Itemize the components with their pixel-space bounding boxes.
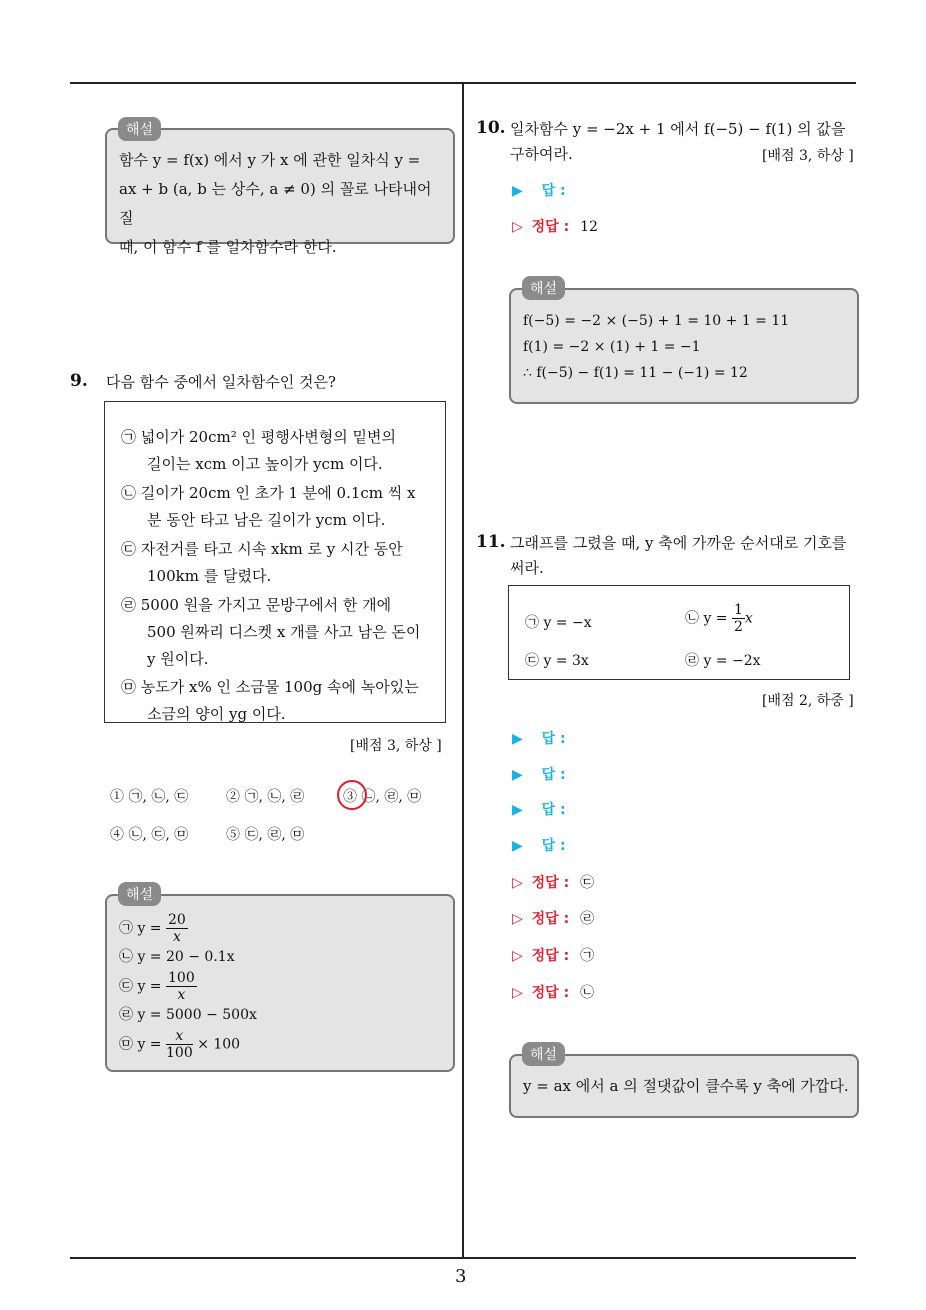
- answer-row-q11-4[interactable]: ▶ 답 :: [512, 838, 566, 854]
- play-triangle-icon: ▶: [512, 802, 523, 818]
- outline-triangle-icon: ▷: [512, 911, 523, 927]
- question-10-score: [배점 3, 하상 ]: [762, 148, 854, 164]
- condition-item-4: ㉣ 5000 원을 가지고 문방구에서 한 개에 500 원짜리 디스켓 x 개를 사고 남은 돈이 y 원이다.: [121, 596, 421, 668]
- question-10-line1: 일차함수 y = −2x + 1 에서 f(−5) − f(1) 의 값을: [510, 120, 846, 138]
- function-c: ㉢ y = 3x: [525, 653, 589, 669]
- correct-answer-q11-1: ▷ 정답 : ㉢: [512, 875, 595, 891]
- correct-answer-q11-2: ▷ 정답 : ㉣: [512, 911, 595, 927]
- answer-row-q10[interactable]: ▶ 답 :: [512, 183, 566, 199]
- answer-row-q11-2[interactable]: ▶ 답 :: [512, 767, 566, 783]
- play-triangle-icon: ▶: [512, 767, 523, 783]
- correct-answer-q11-4: ▷ 정답 : ㉡: [512, 985, 595, 1001]
- question-9-conditions-box: [104, 401, 446, 723]
- choice-1[interactable]: ① ㉠, ㉡, ㉢: [110, 789, 189, 805]
- outline-triangle-icon: ▷: [512, 219, 523, 235]
- question-11-line2: 써라.: [510, 559, 544, 577]
- question-11-functions-box: [508, 585, 850, 680]
- question-number-9: 9.: [70, 371, 88, 391]
- play-triangle-icon: ▶: [512, 838, 523, 854]
- question-10-line2: 구하여라.: [510, 145, 573, 163]
- explanation-formulas: ㉠ y = $\frac{20}{x}$ ㉡ y = 20 − 0.1x ㉢ y = $\frac{100}{x}$ ㉣ y = 5000 − 500x ㉤ y = $\frac{x}{100}$ × 100: [119, 912, 257, 1061]
- correct-answer-q11-3: ▷ 정답 : ㉠: [512, 948, 595, 964]
- explanation-text: 함수 y = f(x) 에서 y 가 x 에 관한 일차식 y = ax + b (a, b 는 상수, a ≠ 0) 의 꼴로 나타내어질 때, 이 함수 f 를 일차함수라 한다.: [119, 151, 432, 256]
- question-number-10: 10.: [476, 118, 506, 138]
- explanation-tag: 해설: [522, 1042, 565, 1066]
- question-number-11: 11.: [476, 532, 506, 552]
- function-d: ㉣ y = −2x: [685, 653, 761, 669]
- condition-item-5: ㉤ 농도가 x% 인 소금물 100g 속에 녹아있는 소금의 양이 yg 이다.: [121, 678, 419, 723]
- choice-5[interactable]: ⑤ ㉢, ㉣, ㉤: [226, 827, 305, 843]
- explanation-formulas: f(−5) = −2 × (−5) + 1 = 10 + 1 = 11 f(1) = −2 × (1) + 1 = −1 ∴ f(−5) − f(1) = 11 − (−1) = 12: [523, 313, 790, 381]
- choice-4[interactable]: ④ ㉡, ㉢, ㉤: [110, 827, 189, 843]
- correct-answer-q10: ▷ 정답 : 12: [512, 219, 598, 235]
- function-a: ㉠ y = −x: [525, 615, 592, 631]
- outline-triangle-icon: ▷: [512, 985, 523, 1001]
- outline-triangle-icon: ▷: [512, 948, 523, 964]
- condition-item-2: ㉡ 길이가 20cm 인 초가 1 분에 0.1cm 씩 x 분 동안 타고 남은 길이가 ycm 이다.: [121, 484, 416, 529]
- explanation-tag: 해설: [118, 882, 161, 906]
- play-triangle-icon: ▶: [512, 731, 523, 747]
- question-9-text: 다음 함수 중에서 일차함수인 것은?: [106, 373, 336, 391]
- explanation-text: y = ax 에서 a 의 절댓값이 클수록 y 축에 가깝다.: [523, 1077, 849, 1095]
- explanation-box-q9: [105, 894, 455, 1072]
- question-11-line1: 그래프를 그렸을 때, y 축에 가까운 순서대로 기호를: [510, 534, 847, 552]
- answer-row-q11-1[interactable]: ▶ 답 :: [512, 731, 566, 747]
- column-divider: [462, 84, 464, 1258]
- explanation-tag: 해설: [522, 276, 565, 300]
- question-9-score: [배점 3, 하상 ]: [350, 738, 442, 754]
- play-triangle-icon: ▶: [512, 183, 523, 199]
- answer-row-q11-3[interactable]: ▶ 답 :: [512, 802, 566, 818]
- explanation-tag: 해설: [118, 117, 161, 141]
- choice-3[interactable]: ③ ㉡, ㉣, ㉤: [343, 789, 422, 805]
- condition-item-1: ㉠ 넓이가 20cm² 인 평행사변형의 밑변의 길이는 xcm 이고 높이가 ycm 이다.: [121, 428, 396, 473]
- selected-answer-circle: [337, 780, 367, 810]
- page-number: 3: [455, 1266, 467, 1287]
- explanation-box-q8: [105, 128, 455, 256]
- bottom-rule: [70, 1257, 856, 1259]
- explanation-box-q10: [509, 288, 859, 404]
- question-11-score: [배점 2, 하중 ]: [762, 693, 854, 709]
- outline-triangle-icon: ▷: [512, 875, 523, 891]
- function-b: ㉡ y = $\frac{1}{2}$ x: [685, 602, 753, 635]
- choice-2[interactable]: ② ㉠, ㉡, ㉣: [226, 789, 305, 805]
- condition-item-3: ㉢ 자전거를 타고 시속 xkm 로 y 시간 동안 100km 를 달렸다.: [121, 540, 403, 585]
